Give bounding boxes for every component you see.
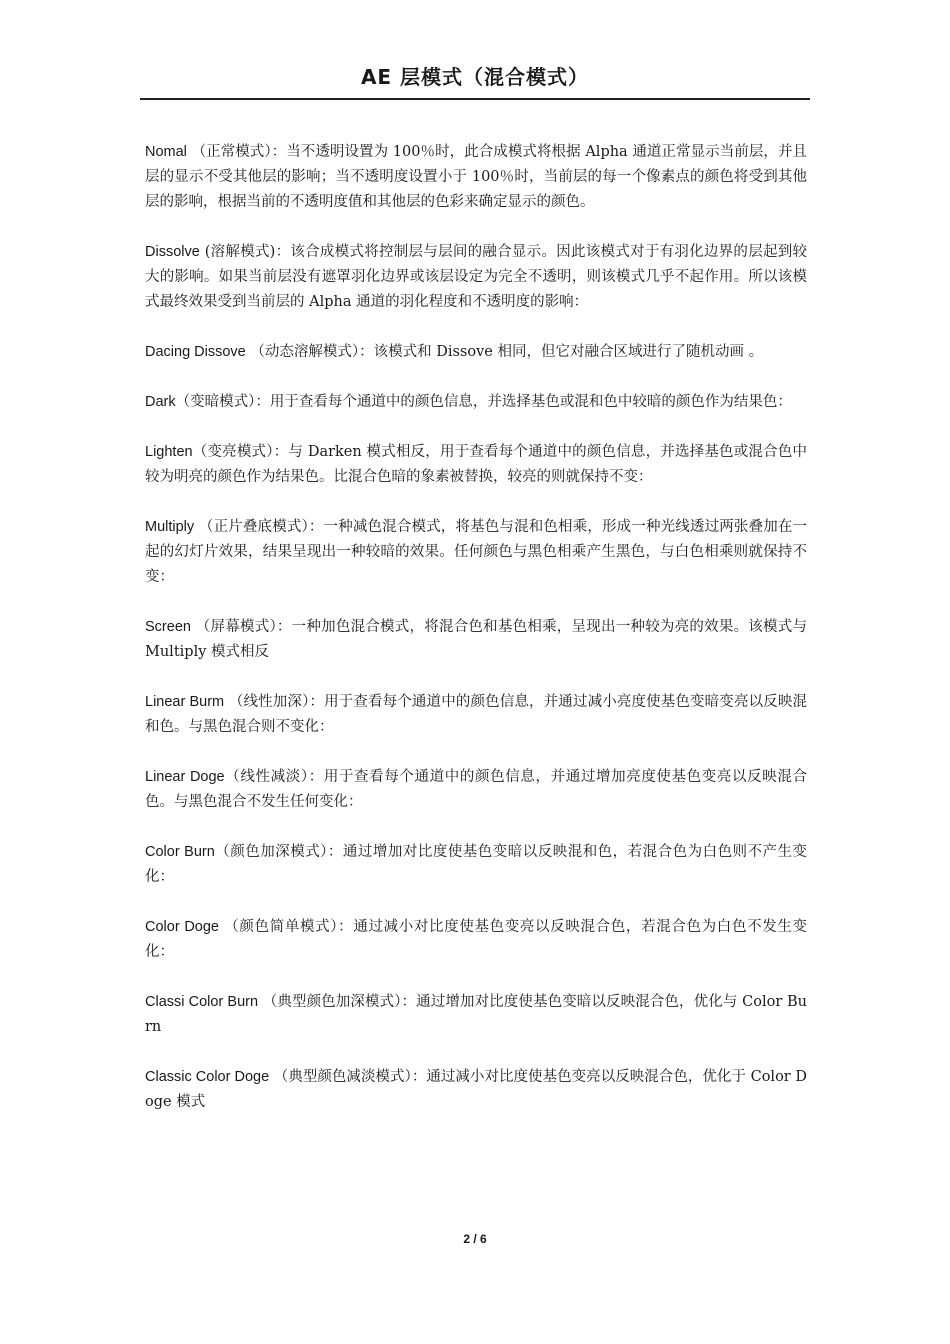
page-number: 2 / 6 [463, 1232, 487, 1246]
entry-term: Classi Color Burn [145, 994, 259, 1010]
entry-term: Multiply [145, 519, 195, 535]
entry-linear-burm [145, 690, 807, 740]
entry-classi-color-burn [145, 990, 807, 1040]
entry-multiply [145, 515, 807, 590]
entry-term: Dark [145, 394, 176, 410]
entry-dark [145, 390, 807, 415]
entry-description: （典型颜色减淡模式）：通过减小对比度使基色变亮以反映混合色，优化于 Color Doge 模式 [145, 1069, 807, 1110]
document-body [145, 140, 807, 1140]
entry-term: Lighten [145, 444, 193, 460]
entry-dissolve [145, 240, 807, 315]
entry-description: （线性加深）：用于查看每个通道中的颜色信息，并通过减小亮度使基色变暗变亮以反映混和色。与黑色混合则不变化： [145, 694, 808, 735]
entry-description: （屏幕模式）：一种加色混合模式，将混合色和基色相乘，呈现出一种较为亮的效果。该模式与 Multiply 模式相反 [145, 619, 807, 660]
page-title: AE 层模式（混合模式） [360, 65, 590, 89]
entry-classic-color-doge [145, 1065, 807, 1115]
entry-nomal [145, 140, 807, 215]
entry-description: （颜色加深模式）：通过增加对比度使基色变暗以反映混和色，若混合色为白色则不产生变化： [145, 844, 807, 885]
entry-color-doge [145, 915, 807, 965]
entry-term: Screen [145, 619, 191, 635]
entry-lighten [145, 440, 807, 490]
entry-description: （变暗模式）：用于查看每个通道中的颜色信息，并选择基色或混和色中较暗的颜色作为结果色： [175, 394, 792, 410]
entry-term: Color Burn [145, 844, 215, 860]
entry-dacing-dissove [145, 340, 807, 365]
page-header [140, 62, 810, 92]
entry-screen [145, 615, 807, 665]
entry-color-burn [145, 840, 807, 890]
entry-term: Color Doge [145, 919, 219, 935]
entry-term: Nomal [145, 144, 187, 160]
entry-term: Dissolve [145, 244, 200, 260]
entry-description: （典型颜色加深模式）：通过增加对比度使基色变暗以反映混合色，优化与 Color Burn [145, 994, 807, 1035]
header-divider [140, 98, 810, 100]
entry-description: （动态溶解模式）：该模式和 Dissove 相同，但它对融合区域进行了随机动画 。 [250, 344, 764, 360]
entry-description: （正片叠底模式）：一种减色混合模式，将基色与混和色相乘，形成一种光线透过两张叠加在一起的幻灯片效果，结果呈现出一种较暗的效果。任何颜色与黑色相乘产生黑色，与白色相乘则就保持不变： [145, 519, 807, 585]
entry-linear-doge [145, 765, 807, 815]
entry-description: （正常模式）：当不透明设置为 100％时，此合成模式将根据 Alpha 通道正常显示当前层，并且层的显示不受其他层的影响；当不透明度设置小于 100％时，当前层的每一个像素点的颜色将受到其他层的影响，根据当前的不透明度值和其他层的色彩来确定显示的颜色。 [145, 144, 808, 210]
entry-description: （线性减淡）：用于查看每个通道中的颜色信息，并通过增加亮度使基色变亮以反映混合色。与黑色混合不发生任何变化： [145, 769, 808, 810]
entry-term: Linear Burm [145, 694, 225, 710]
entry-term: Dacing Dissove [145, 344, 246, 360]
entry-description: （颜色简单模式）：通过减小对比度使基色变亮以反映混合色，若混合色为白色不发生变化： [145, 919, 808, 960]
entry-term: Classic Color Doge [145, 1069, 270, 1085]
entry-description: （变亮模式）：与 Darken 模式相反，用于查看每个通道中的颜色信息，并选择基色或混合色中较为明亮的颜色作为结果色。比混合色暗的象素被替换，较亮的则就保持不变： [145, 444, 807, 485]
entry-description: (溶解模式)：该合成模式将控制层与层间的融合显示。因此该模式对于有羽化边界的层起到较大的影响。如果当前层没有遮罩羽化边界或该层设定为完全不透明，则该模式几乎不起作用。所以该模式最终效果受到当前层的 Alpha 通道的羽化程度和不透明度的影响： [145, 244, 808, 310]
entry-term: Linear Doge [145, 769, 225, 785]
